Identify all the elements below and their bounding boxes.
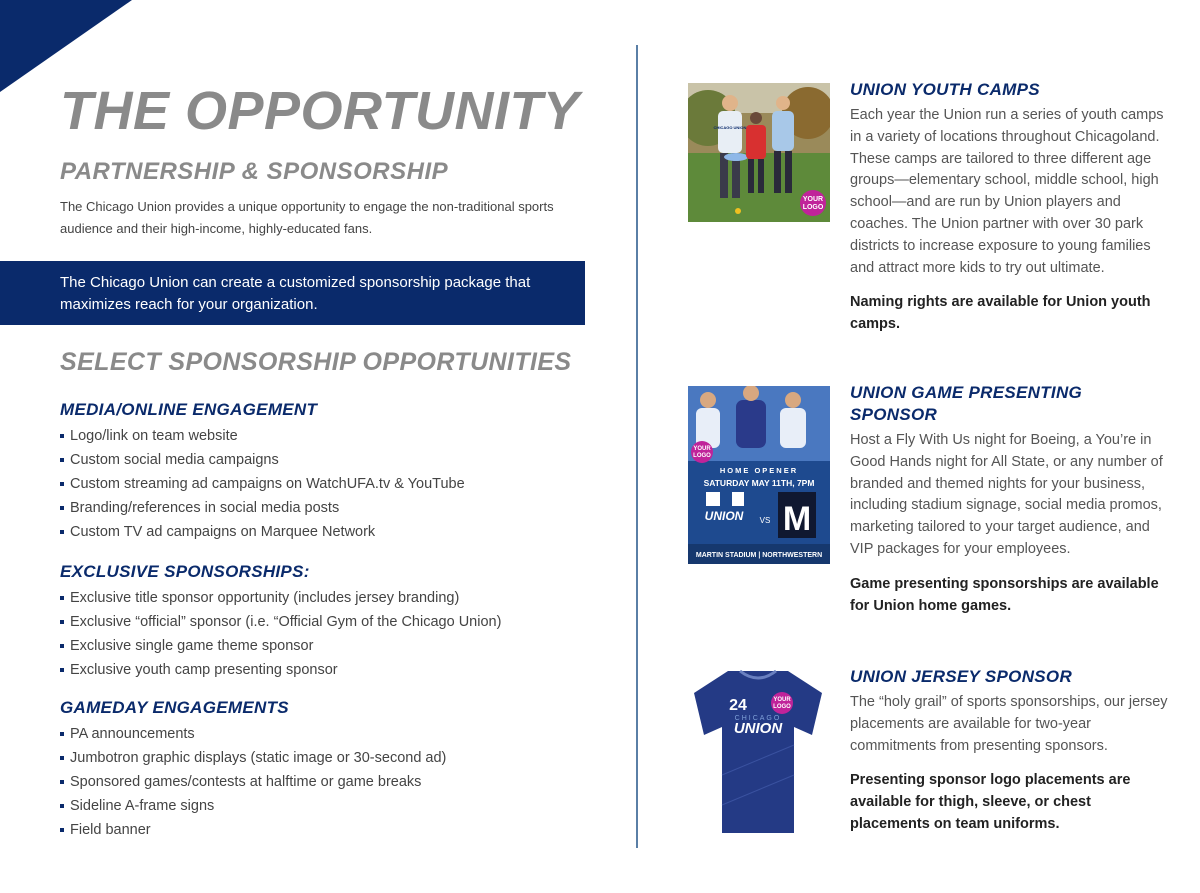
shirt-text: CHICAGO UNION (713, 125, 747, 130)
poster-vs: VS (759, 516, 771, 525)
list-item: Sponsored games/contests at halftime or game breaks (60, 770, 620, 794)
bullet-icon (60, 780, 64, 784)
logo-text: LOGO (773, 704, 791, 710)
list-item: Custom social media campaigns (60, 448, 620, 472)
bullet-icon (60, 620, 64, 624)
block-heading: UNION JERSEY SPONSOR (850, 667, 1073, 686)
block-body: Each year the Union run a series of youth camps in a variety of locations throughout Chicagoland. These camps are tailored to three different age groups—elementary school, middle school, high school—and are run by Union players and coaches. The Union partner with over 30 park districts to increase exposure to young families and attract more kids to try out ultimate. (850, 107, 1164, 276)
section-gameday (60, 698, 620, 842)
section-heading: MEDIA/ONLINE ENGAGEMENT (60, 400, 318, 419)
bullet-icon (60, 482, 64, 486)
youth-camps-block (850, 79, 1170, 335)
game-poster-image (688, 386, 830, 564)
bullet-icon (60, 596, 64, 600)
poster-line-1: HOME OPENER (719, 466, 799, 475)
bullet-icon (60, 756, 64, 760)
bullet-icon (60, 732, 64, 736)
block-highlight: Naming rights are available for Union youth camps. (850, 294, 1151, 333)
logo-text: LOGO (802, 204, 824, 211)
list-item: Branding/references in social media posts (60, 496, 620, 520)
block-heading: UNION GAME PRESENTING SPONSOR (850, 383, 1083, 424)
list-item: Jumbotron graphic displays (static image or 30-second ad) (60, 746, 620, 770)
section-heading: EXCLUSIVE SPONSORSHIPS: (60, 562, 310, 581)
list-item: Custom TV ad campaigns on Marquee Network (60, 520, 620, 544)
column-divider (636, 45, 638, 848)
bullet-icon (60, 828, 64, 832)
jersey-team: UNION (733, 720, 783, 737)
block-heading: UNION YOUTH CAMPS (850, 80, 1040, 99)
logo-text: LOGO (693, 453, 711, 459)
bullet-icon (60, 458, 64, 462)
list-item: Exclusive youth camp presenting sponsor (60, 658, 620, 682)
logo-text: YOUR (693, 446, 711, 452)
poster-team-1: UNION (704, 509, 744, 523)
intro-paragraph: The Chicago Union provides a unique opportunity to engage the non-traditional sports audience and their high-income, highly-educated fans. (60, 199, 554, 236)
list-item: Field banner (60, 818, 620, 842)
bullet-icon (60, 530, 64, 534)
block-highlight: Game presenting sponsorships are available for Union home games. (850, 575, 1159, 614)
bullet-icon (60, 668, 64, 672)
section-exclusive (60, 562, 620, 682)
jersey-city: CHICAGO (734, 715, 782, 722)
jersey-number: 24 (729, 697, 747, 714)
block-highlight: Presenting sponsor logo placements are available for thigh, sleeve, or chest placements on team uniforms. (850, 772, 1131, 833)
block-body: The “holy grail” of sports sponsorships, our jersey placements are available for two-year commitments from presenting sponsors. (850, 694, 1168, 754)
block-body: Host a Fly With Us night for Boeing, a You’re in Good Hands night for All State, or any number of branded and themed nights for your business, including stadium signage, social media promos, marketing tailored to your target audience, and VIP packages for your employees. (850, 432, 1163, 557)
list-item: PA announcements (60, 722, 620, 746)
poster-line-2: SATURDAY MAY 11TH, 7PM (703, 478, 815, 488)
list-item: Sideline A-frame signs (60, 794, 620, 818)
poster-venue: MARTIN STADIUM | NORTHWESTERN (695, 552, 823, 559)
logo-text: YOUR (802, 196, 824, 203)
poster-team-2: M (782, 500, 812, 538)
corner-accent (0, 0, 132, 92)
bullet-list (60, 586, 620, 682)
bullet-icon (60, 804, 64, 808)
highlight-banner: The Chicago Union can create a customized sponsorship package that maximizes reach for your organization. (0, 261, 585, 325)
page-subtitle: PARTNERSHIP & SPONSORSHIP (60, 158, 449, 185)
jersey-sponsor-block (850, 666, 1170, 835)
list-item: Exclusive single game theme sponsor (60, 634, 620, 658)
section-media-online (60, 400, 620, 544)
list-item: Logo/link on team website (60, 424, 620, 448)
bullet-icon (60, 434, 64, 438)
bullet-icon (60, 644, 64, 648)
bullet-icon (60, 506, 64, 510)
logo-text: YOUR (773, 697, 791, 703)
bullet-list (60, 722, 620, 842)
game-presenting-block (850, 382, 1170, 617)
list-item: Exclusive title sponsor opportunity (includes jersey branding) (60, 586, 620, 610)
list-item: Exclusive “official” sponsor (i.e. “Official Gym of the Chicago Union) (60, 610, 620, 634)
section-title: SELECT SPONSORSHIP OPPORTUNITIES (60, 348, 572, 376)
list-item: Custom streaming ad campaigns on WatchUFA.tv & YouTube (60, 472, 620, 496)
bullet-list (60, 424, 620, 544)
page-title: THE OPPORTUNITY (60, 81, 580, 141)
jersey-image (690, 665, 826, 837)
section-heading: GAMEDAY ENGAGEMENTS (60, 698, 289, 717)
youth-camp-photo (688, 83, 830, 222)
